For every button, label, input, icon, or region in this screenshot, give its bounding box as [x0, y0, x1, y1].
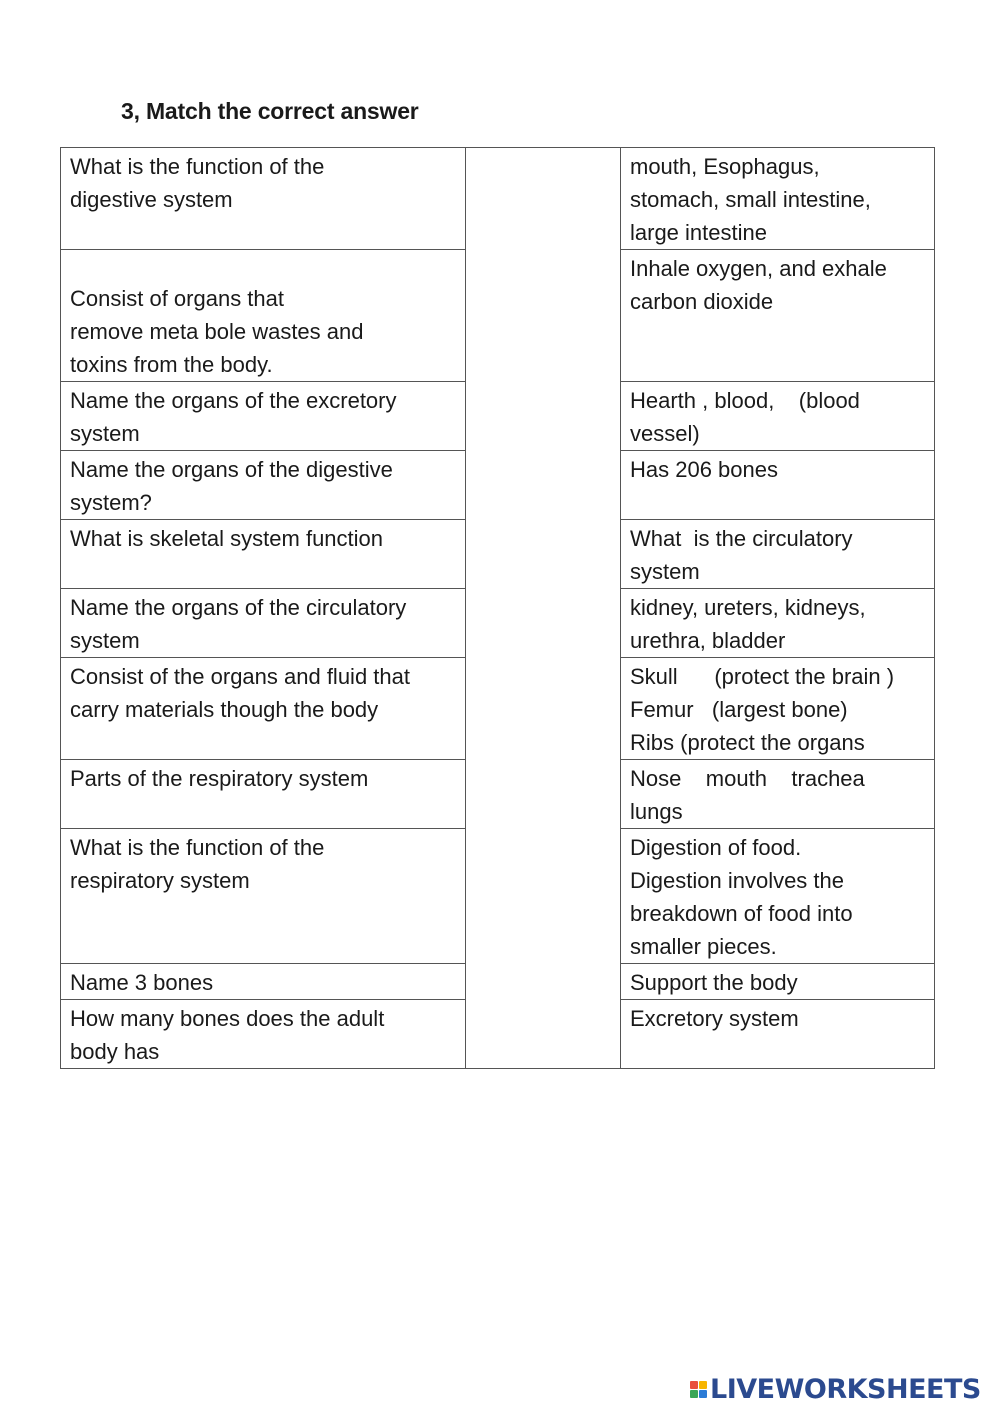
question-text: What is the function of the: [70, 835, 325, 860]
question-text: Name 3 bones: [70, 970, 214, 995]
question-text: system: [70, 421, 140, 446]
question-text: system?: [70, 490, 152, 515]
answer-text: system: [630, 559, 700, 584]
question-cell: [61, 829, 466, 964]
question-text: Consist of organs that: [70, 286, 285, 311]
answer-text: Skull (protect the brain ): [630, 664, 895, 689]
answer-text: Excretory system: [630, 1006, 799, 1031]
question-text: toxins from the body.: [70, 352, 273, 377]
answer-text: breakdown of food into: [630, 901, 853, 926]
answer-text: Nose mouth trachea: [630, 766, 865, 791]
answer-cell: [621, 658, 935, 760]
question-text: body has: [70, 1039, 160, 1064]
answer-text: Digestion involves the: [630, 868, 845, 893]
answer-text: What is the circulatory: [630, 526, 853, 551]
answer-text: smaller pieces.: [630, 934, 777, 959]
question-text: What is the function of the: [70, 154, 325, 179]
question-cell: [61, 964, 466, 1000]
logo-mark-icon: [690, 1381, 707, 1398]
answer-text: Has 206 bones: [630, 457, 778, 482]
answer-cell: [621, 250, 935, 382]
match-row: [61, 148, 935, 250]
answer-text: mouth, Esophagus,: [630, 154, 820, 179]
question-cell: [61, 589, 466, 658]
answer-text: Digestion of food.: [630, 835, 802, 860]
answer-cell: [621, 1000, 935, 1069]
question-cell: [61, 382, 466, 451]
question-text: Consist of the organs and fluid that: [70, 664, 410, 689]
question-text: Name the organs of the digestive: [70, 457, 393, 482]
answer-cell: [621, 964, 935, 1000]
answer-text: lungs: [630, 799, 683, 824]
logo-square-4: [699, 1390, 707, 1398]
logo-square-3: [690, 1390, 698, 1398]
question-cell: [61, 658, 466, 760]
logo-square-2: [699, 1381, 707, 1389]
question-cell: [61, 451, 466, 520]
answer-text: kidney, ureters, kidneys,: [630, 595, 866, 620]
question-cell: [61, 520, 466, 589]
liveworksheets-logo: [690, 1374, 981, 1405]
logo-text: LIVEWORKSHEETS: [710, 1374, 981, 1405]
logo-square-1: [690, 1381, 698, 1389]
answer-cell: [621, 589, 935, 658]
answer-text: large intestine: [630, 220, 767, 245]
question-text: How many bones does the adult: [70, 1006, 385, 1031]
question-text: Name the organs of the circulatory: [70, 595, 407, 620]
answer-text: carbon dioxide: [630, 289, 774, 314]
answer-text: stomach, small intestine,: [630, 187, 871, 212]
question-text: carry materials though the body: [70, 697, 379, 722]
answer-text: Hearth , blood, (blood: [630, 388, 860, 413]
question-text: Parts of the respiratory system: [70, 766, 369, 791]
question-text: What is skeletal system function: [70, 526, 384, 551]
question-cell: [61, 1000, 466, 1069]
answer-cell: [621, 382, 935, 451]
answer-cell: [621, 148, 935, 250]
question-text: system: [70, 628, 140, 653]
answer-cell: [621, 760, 935, 829]
answer-text: urethra, bladder: [630, 628, 786, 653]
matching-table: [60, 147, 935, 1069]
worksheet-title: 3, Match the correct answer: [121, 98, 419, 124]
question-text: remove meta bole wastes and: [70, 319, 364, 344]
answer-cell: [621, 451, 935, 520]
answer-text: vessel): [630, 421, 700, 446]
answer-cell: [621, 520, 935, 589]
question-cell: [61, 760, 466, 829]
answer-cell: [621, 829, 935, 964]
answer-drop-column[interactable]: [466, 148, 621, 1069]
answer-text: Inhale oxygen, and exhale: [630, 256, 887, 281]
question-cell: [61, 148, 466, 250]
question-text: respiratory system: [70, 868, 250, 893]
question-text: Name the organs of the excretory: [70, 388, 397, 413]
answer-text: Femur (largest bone): [630, 697, 848, 722]
question-text: digestive system: [70, 187, 233, 212]
answer-text: Support the body: [630, 970, 798, 995]
question-cell: [61, 250, 466, 382]
answer-text: Ribs (protect the organs: [630, 730, 865, 755]
